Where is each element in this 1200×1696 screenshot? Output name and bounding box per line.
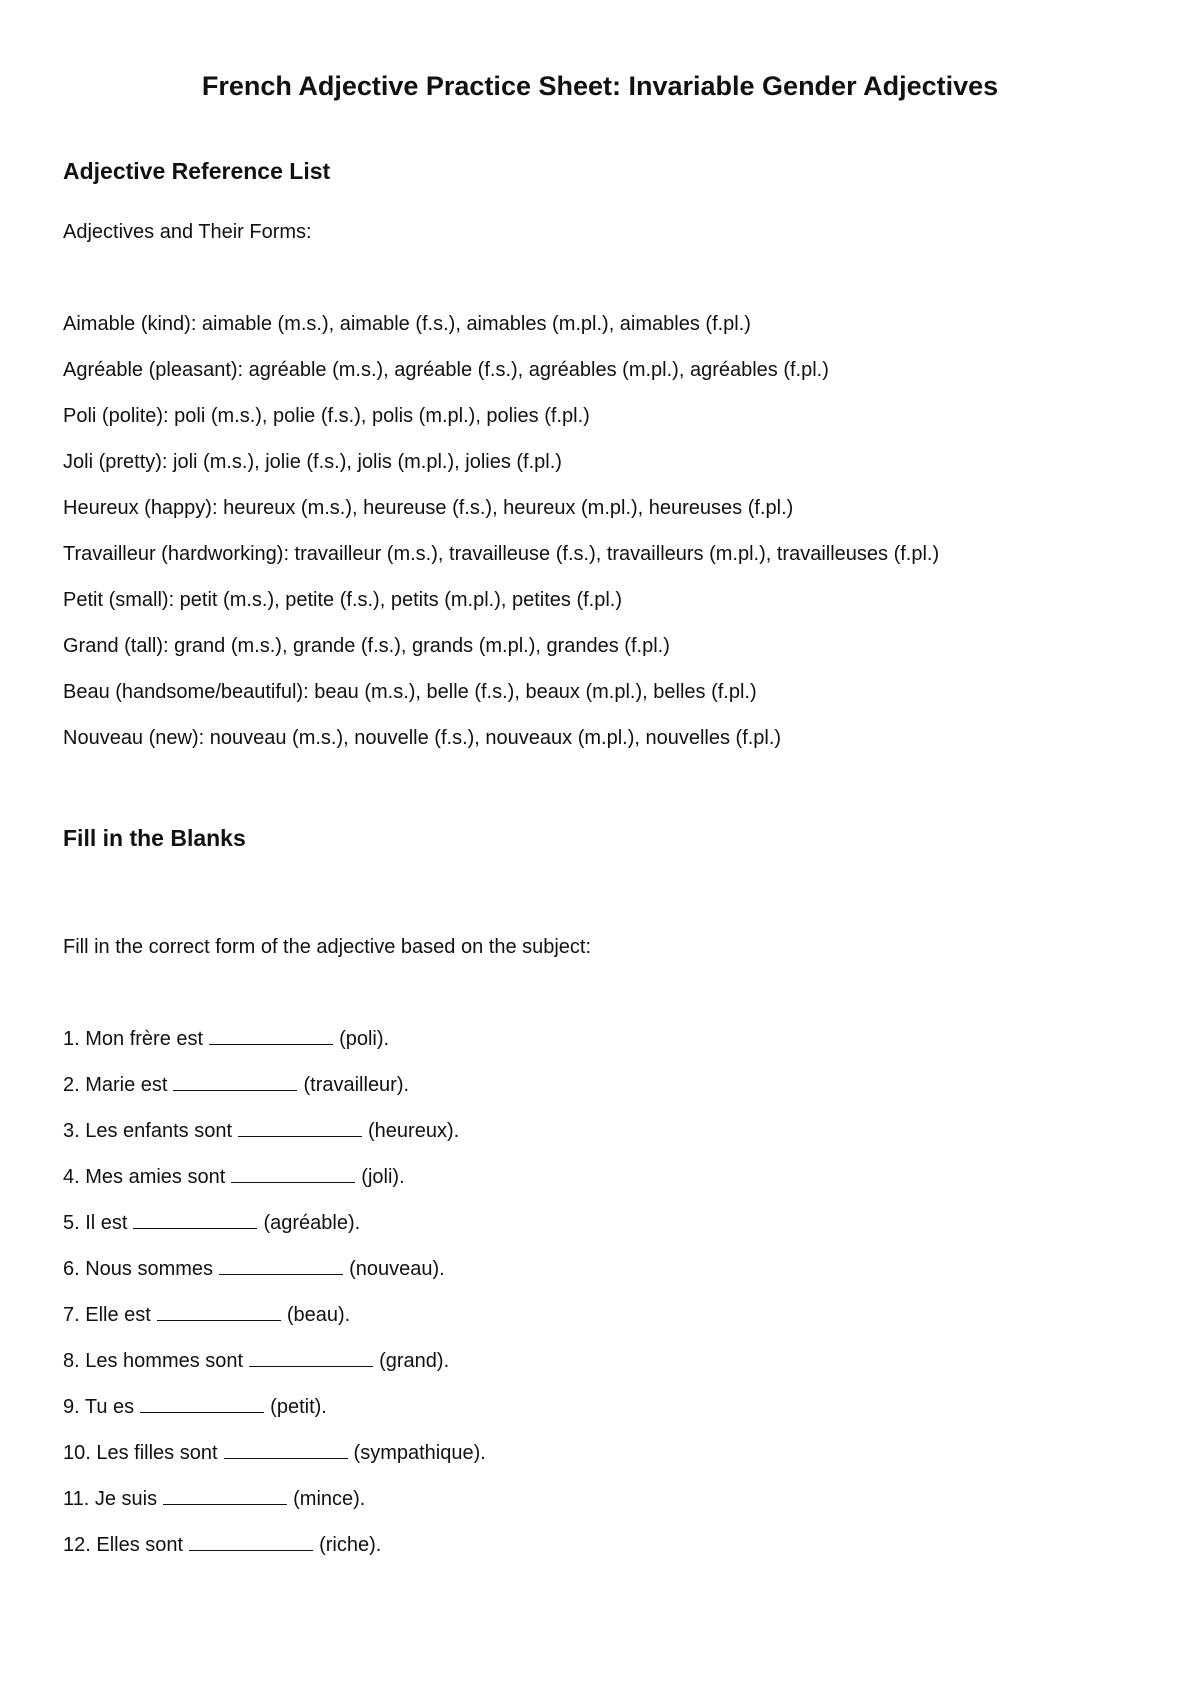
reference-item: Agréable (pleasant): agréable (m.s.), agréable (f.s.), agréables (m.pl.), agréables (f.pl.) <box>63 359 829 381</box>
exercise-item <box>63 1301 486 1347</box>
exercise-list <box>63 1025 486 1577</box>
exercise-item <box>63 1347 486 1393</box>
answer-blank[interactable] <box>219 1256 343 1275</box>
answer-blank[interactable] <box>157 1302 281 1321</box>
exercise-prompt: 1. Mon frère est <box>63 1028 204 1050</box>
exercise-item <box>63 1393 486 1439</box>
exercise-prompt: 11. Je suis <box>63 1488 158 1510</box>
exercise-hint: (beau). <box>286 1304 351 1326</box>
exercise-item <box>63 1117 486 1163</box>
answer-blank[interactable] <box>140 1394 264 1413</box>
reference-list <box>63 310 939 770</box>
exercise-item <box>63 1255 486 1301</box>
page-title: French Adjective Practice Sheet: Invariable Gender Adjectives <box>201 71 999 101</box>
exercise-hint: (agréable). <box>263 1212 361 1234</box>
exercise-hint: (travailleur). <box>303 1074 410 1096</box>
exercise-prompt: 12. Elles sont <box>63 1534 184 1556</box>
exercise-prompt: 9. Tu es <box>63 1396 135 1418</box>
reference-item: Joli (pretty): joli (m.s.), jolie (f.s.), jolis (m.pl.), jolies (f.pl.) <box>63 451 562 473</box>
exercise-hint: (nouveau). <box>349 1258 445 1280</box>
exercise-hint: (grand). <box>379 1350 450 1372</box>
exercise-prompt: 7. Elle est <box>63 1304 151 1326</box>
reference-item: Poli (polite): poli (m.s.), polie (f.s.), polis (m.pl.), polies (f.pl.) <box>63 405 590 427</box>
answer-blank[interactable] <box>209 1026 333 1045</box>
reference-heading: Adjective Reference List <box>63 158 331 184</box>
exercise-item <box>63 1209 486 1255</box>
exercise-prompt: 3. Les enfants sont <box>63 1120 233 1142</box>
exercise-prompt: 6. Nous sommes <box>63 1258 214 1280</box>
answer-blank[interactable] <box>133 1210 257 1229</box>
exercise-prompt: 2. Marie est <box>63 1074 168 1096</box>
exercise-hint: (heureux). <box>368 1120 460 1142</box>
answer-blank[interactable] <box>189 1532 313 1551</box>
answer-blank[interactable] <box>238 1118 362 1137</box>
exercise-item <box>63 1025 486 1071</box>
answer-blank[interactable] <box>173 1072 297 1091</box>
reference-item: Beau (handsome/beautiful): beau (m.s.), belle (f.s.), beaux (m.pl.), belles (f.pl.) <box>63 681 757 703</box>
exercise-item <box>63 1439 486 1485</box>
exercise-hint: (sympathique). <box>353 1442 486 1464</box>
exercise-instruction: Fill in the correct form of the adjective based on the subject: <box>63 936 592 958</box>
exercise-prompt: 4. Mes amies sont <box>63 1166 226 1188</box>
reference-item: Aimable (kind): aimable (m.s.), aimable (f.s.), aimables (m.pl.), aimables (f.pl.) <box>63 313 751 335</box>
answer-blank[interactable] <box>224 1440 348 1459</box>
reference-item: Travailleur (hardworking): travailleur (m.s.), travailleuse (f.s.), travailleurs (m.pl.), travailleuses (f.pl.) <box>63 543 940 565</box>
reference-item: Heureux (happy): heureux (m.s.), heureuse (f.s.), heureux (m.pl.), heureuses (f.pl.) <box>63 497 794 519</box>
exercise-item <box>63 1485 486 1531</box>
reference-item: Grand (tall): grand (m.s.), grande (f.s.), grands (m.pl.), grandes (f.pl.) <box>63 635 670 657</box>
answer-blank[interactable] <box>163 1486 287 1505</box>
exercise-prompt: 10. Les filles sont <box>63 1442 218 1464</box>
exercise-prompt: 5. Il est <box>63 1212 128 1234</box>
exercise-item <box>63 1071 486 1117</box>
exercise-item <box>63 1531 486 1577</box>
exercise-hint: (mince). <box>293 1488 366 1510</box>
exercise-prompt: 8. Les hommes sont <box>63 1350 244 1372</box>
answer-blank[interactable] <box>231 1164 355 1183</box>
reference-item: Petit (small): petit (m.s.), petite (f.s.), petits (m.pl.), petites (f.pl.) <box>63 589 623 611</box>
reference-intro: Adjectives and Their Forms: <box>63 221 312 243</box>
exercise-hint: (riche). <box>319 1534 382 1556</box>
reference-item: Nouveau (new): nouveau (m.s.), nouvelle (f.s.), nouveaux (m.pl.), nouvelles (f.pl.) <box>63 727 782 749</box>
exercise-hint: (poli). <box>339 1028 390 1050</box>
exercise-heading: Fill in the Blanks <box>63 825 246 851</box>
answer-blank[interactable] <box>249 1348 373 1367</box>
exercise-item <box>63 1163 486 1209</box>
exercise-hint: (petit). <box>270 1396 327 1418</box>
exercise-hint: (joli). <box>361 1166 405 1188</box>
